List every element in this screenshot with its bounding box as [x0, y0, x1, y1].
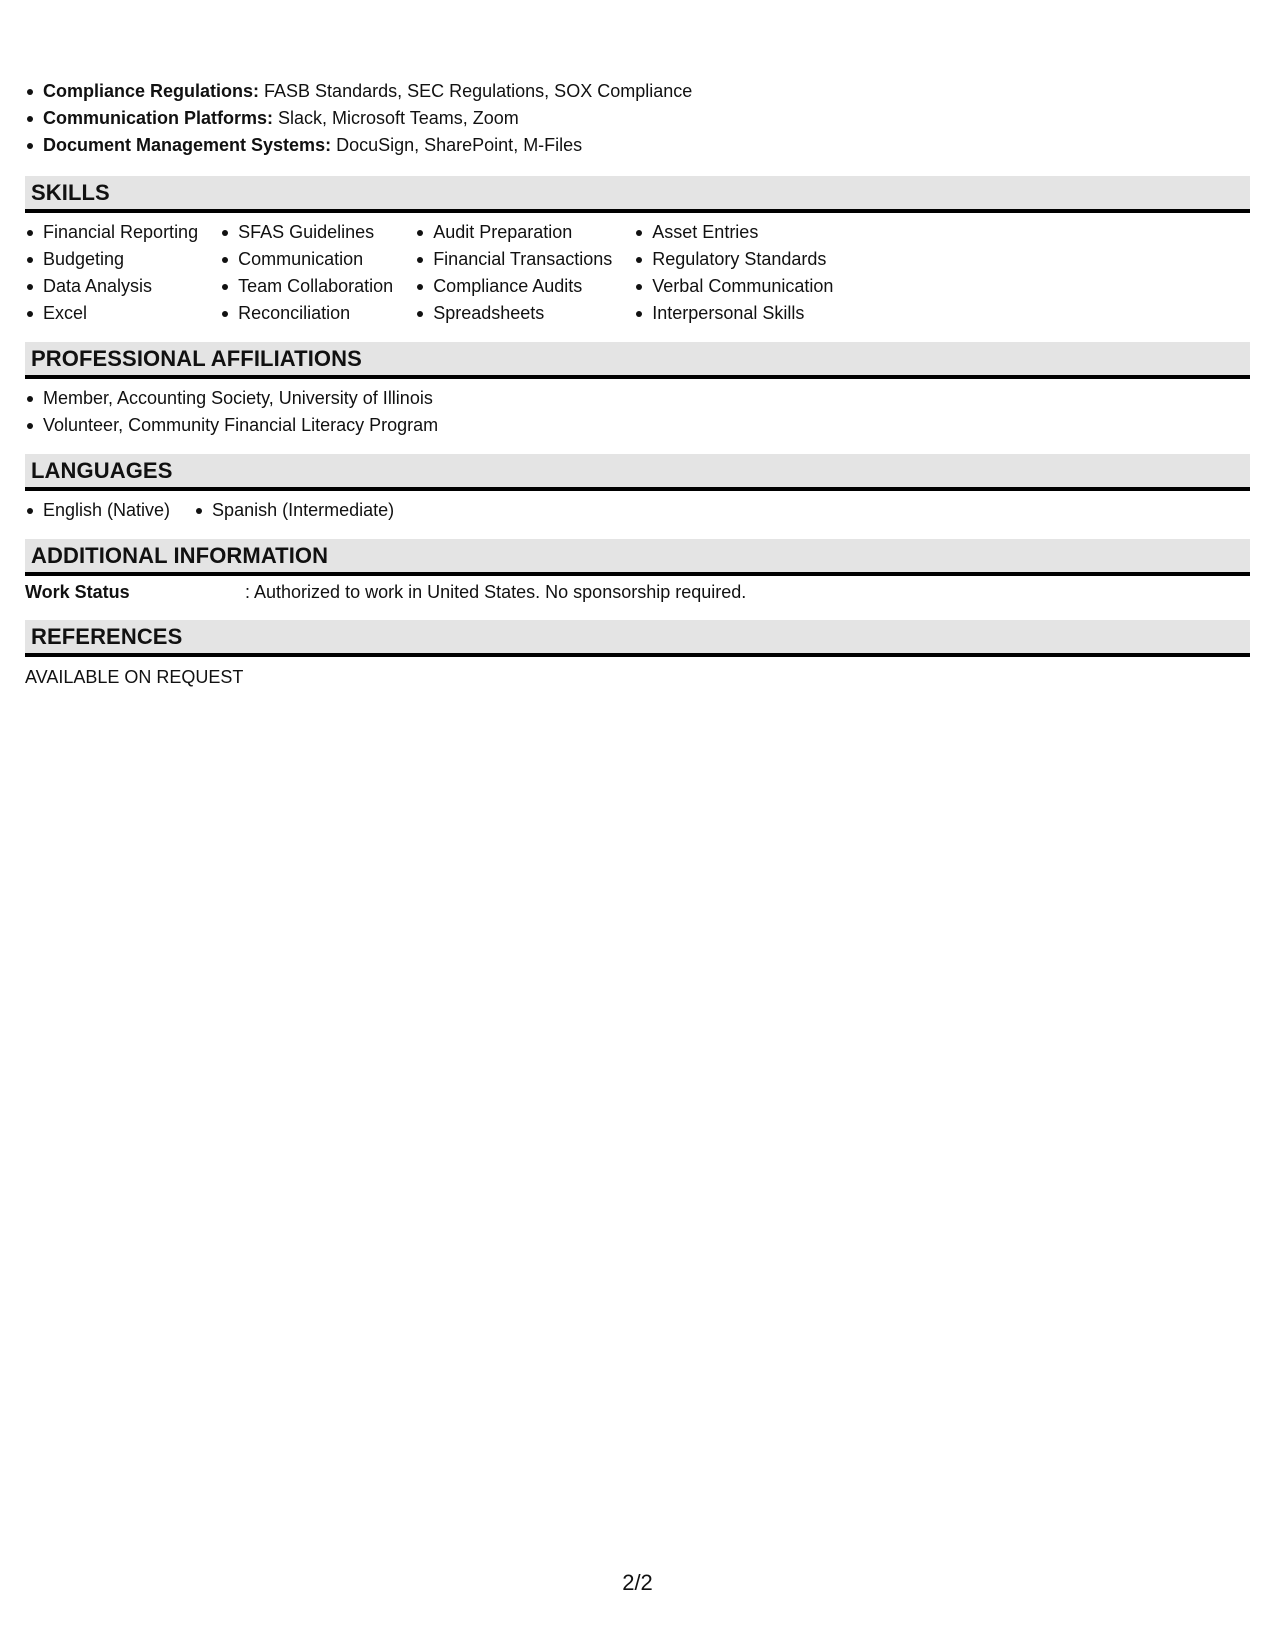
- skills-grid: [25, 219, 1250, 327]
- tool-category-label: Communication Platforms:: [43, 108, 274, 128]
- language-item: Spanish (Intermediate): [194, 497, 394, 524]
- skill-item: Financial Reporting: [25, 219, 198, 246]
- skill-item: Financial Transactions: [415, 246, 612, 273]
- skill-item: Excel: [25, 300, 198, 327]
- skills-column: [25, 219, 198, 327]
- tool-category-value: DocuSign, SharePoint, M-Files: [331, 135, 583, 155]
- languages-list: [25, 497, 1250, 524]
- section-header-affiliations: PROFESSIONAL AFFILIATIONS: [25, 342, 1250, 379]
- section-header-references: REFERENCES: [25, 620, 1250, 657]
- references-text: AVAILABLE ON REQUEST: [25, 667, 244, 687]
- list-item: [25, 132, 1250, 159]
- resume-page: [25, 78, 1250, 691]
- skill-item: Data Analysis: [25, 273, 198, 300]
- tool-category-label: Compliance Regulations:: [43, 81, 260, 101]
- work-status-row: [25, 579, 1250, 606]
- language-item: English (Native): [25, 497, 170, 524]
- list-item: [25, 105, 1250, 132]
- tool-category-value: Slack, Microsoft Teams, Zoom: [273, 108, 519, 128]
- skill-item: Spreadsheets: [415, 300, 612, 327]
- affiliation-item: Member, Accounting Society, University of Illinois: [25, 385, 1250, 412]
- skill-item: SFAS Guidelines: [220, 219, 393, 246]
- work-status-label: Work Status: [25, 582, 130, 602]
- skill-item: Asset Entries: [634, 219, 833, 246]
- skill-item: Budgeting: [25, 246, 198, 273]
- section-header-additional-information: ADDITIONAL INFORMATION: [25, 539, 1250, 576]
- skills-column: [415, 219, 612, 327]
- list-item: [25, 78, 1250, 105]
- skill-item: Interpersonal Skills: [634, 300, 833, 327]
- section-header-skills: SKILLS: [25, 176, 1250, 213]
- skill-item: Verbal Communication: [634, 273, 833, 300]
- skill-item: Team Collaboration: [220, 273, 393, 300]
- affiliations-list: [25, 385, 1250, 439]
- tools-list: [25, 78, 1250, 159]
- tool-category-value: FASB Standards, SEC Regulations, SOX Compliance: [259, 81, 693, 101]
- page-number: 2/2: [622, 1570, 653, 1595]
- section-header-languages: LANGUAGES: [25, 454, 1250, 491]
- skills-column: [634, 219, 833, 327]
- skill-item: Compliance Audits: [415, 273, 612, 300]
- skill-item: Audit Preparation: [415, 219, 612, 246]
- skills-column: [220, 219, 393, 327]
- tool-category-label: Document Management Systems:: [43, 135, 332, 155]
- affiliation-item: Volunteer, Community Financial Literacy Program: [25, 412, 1250, 439]
- skill-item: Communication: [220, 246, 393, 273]
- skill-item: Reconciliation: [220, 300, 393, 327]
- work-status-value: : Authorized to work in United States. No sponsorship required.: [245, 582, 747, 602]
- skill-item: Regulatory Standards: [634, 246, 833, 273]
